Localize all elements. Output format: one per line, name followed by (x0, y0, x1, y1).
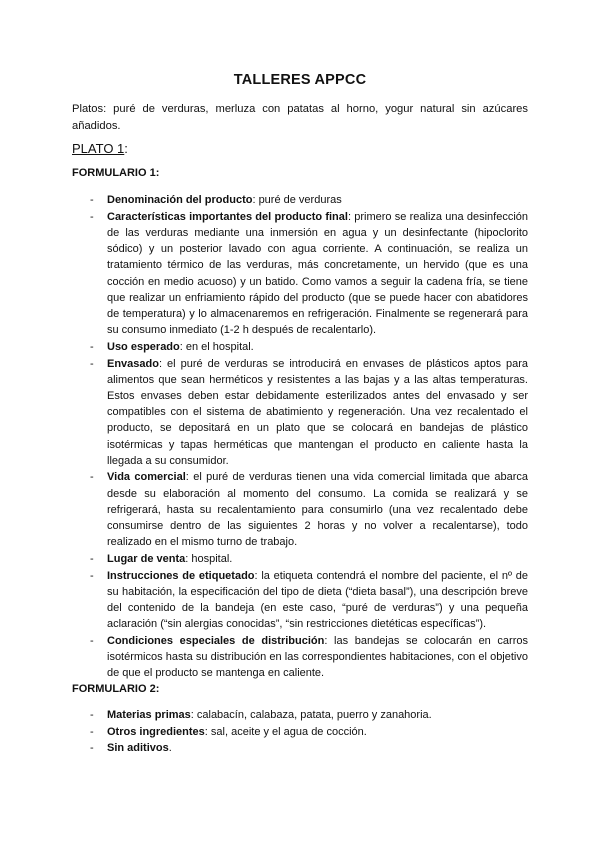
formulario-2-heading (72, 683, 159, 695)
list-item (72, 724, 528, 740)
plato-suffix: : (124, 141, 128, 156)
list-item (72, 469, 528, 550)
list-item (72, 356, 528, 469)
formulario-1-list (72, 192, 528, 682)
bullet-dash: - (90, 552, 94, 565)
bullet-dash: - (90, 725, 94, 738)
formulario-2-heading-text: FORMULARIO 2 (72, 683, 156, 695)
bullet-dash: - (90, 634, 94, 647)
formulario-2-list (72, 707, 528, 757)
formulario-1-heading-suffix: : (155, 167, 160, 179)
bullet-dash: - (90, 357, 94, 370)
list-item (72, 339, 528, 355)
bullet-dash: - (90, 210, 94, 223)
item-label: Sin aditivos (107, 742, 169, 755)
item-text: : las bandejas se colocarán en carros isotérmicos hasta su distribución en las correspondientes habitaciones, con el objetivo de que el producto se mantenga en caliente. (107, 634, 528, 680)
list-item (72, 633, 528, 682)
formulario-1-heading-text: FORMULARIO 1 (72, 167, 156, 179)
formulario-2-heading-suffix: : (155, 683, 160, 695)
list-item (72, 209, 528, 339)
page-title: TALLERES APPCC (233, 72, 367, 88)
bullet-dash: - (90, 709, 94, 721)
item-text: : hospital. (185, 552, 233, 565)
list-item (72, 568, 528, 633)
item-label: Envasado (107, 357, 159, 370)
item-label: Materias primas (107, 709, 191, 721)
list-item (72, 707, 528, 723)
item-text: : calabacín, calabaza, patata, puerro y zanahoria. (190, 709, 432, 721)
item-text: : sal, aceite y el agua de cocción. (204, 725, 367, 738)
item-text: : puré de verduras (252, 194, 342, 206)
item-text: : primero se realiza una desinfección de las verduras mediante una inmersión en agua y un desinfectante (hipoclorito sódico) y un posterior lavado con agua corriente. A continuación, se realiza un tratamiento térmico de las verduras, más concretamente, un hervido (que es una cocción en medio acuoso) y un batido. Como vamos a seguir la cadena fría, se tiene que realizar un enfriamiento rápido del producto (que se puede hacer con abatidores de temperatura) y lo almacenaremos en refrigeración. Finalmente se regenerará para su consumo inmediato (1-2 h después de recalentarlo). (107, 210, 528, 337)
item-text: : el puré de verduras se introducirá en envases de plásticos aptos para alimentos que sean herméticos y resistentes a las bajas y a las altas temperaturas. Estos envases deben estar debidamente esterilizados antes del envasado y ser compatibles con el sistema de abatimiento y regeneración. Una vez recalentado el producto, se depositará en un plato que se colocará en bandejas de plástico isotérmicas y tapas herméticas que mantengan el producto en caliente hasta la llegada a su consumidor. (107, 357, 528, 467)
list-item (72, 740, 528, 756)
item-text: : el puré de verduras tienen una vida comercial limitada que abarca desde su elaboración al momento del consumo. La comida se realizará y se refrigerará, hasta su recalentamiento para consumirlo (una vez recalentado debe consumirse dentro de las siguientes 2 horas y no volver a recalentarse), todo realizado en el mismo turno de trabajo. (107, 471, 529, 549)
bullet-dash: - (90, 340, 94, 353)
item-label: Instrucciones de etiquetado (107, 569, 255, 582)
bullet-dash: - (90, 742, 94, 755)
item-label: Características importantes del producto final (107, 210, 348, 223)
plato-label: PLATO 1 (72, 141, 125, 156)
item-label: Otros ingredientes (107, 725, 205, 738)
item-text: : en el hospital. (179, 340, 254, 353)
item-text: . (168, 742, 172, 755)
list-item (72, 551, 528, 567)
item-label: Uso esperado (107, 340, 180, 353)
item-label: Denominación del producto (107, 194, 253, 206)
item-text: : la etiqueta contendrá el nombre del paciente, el nº de su habitación, la especificación del tipo de dieta (“dieta basal”), una descripción breve del contenido de la bandeja (en este caso, “puré de verduras”) y una pequeña aclaración (“sin alergias conocidas”, “sin restricciones dietéticas específicas”). (107, 569, 528, 631)
intro-paragraph: Platos: puré de verduras, merluza con patatas al horno, yogur natural sin azúcares añadidos. (72, 103, 528, 132)
list-item (72, 192, 528, 208)
bullet-dash: - (90, 471, 94, 484)
formulario-1-heading (72, 167, 159, 179)
item-label: Vida comercial (107, 471, 186, 484)
plato-heading (72, 141, 128, 156)
bullet-dash: - (90, 194, 94, 206)
bullet-dash: - (90, 569, 94, 582)
item-label: Lugar de venta (107, 552, 186, 565)
item-label: Condiciones especiales de distribución (107, 634, 325, 647)
